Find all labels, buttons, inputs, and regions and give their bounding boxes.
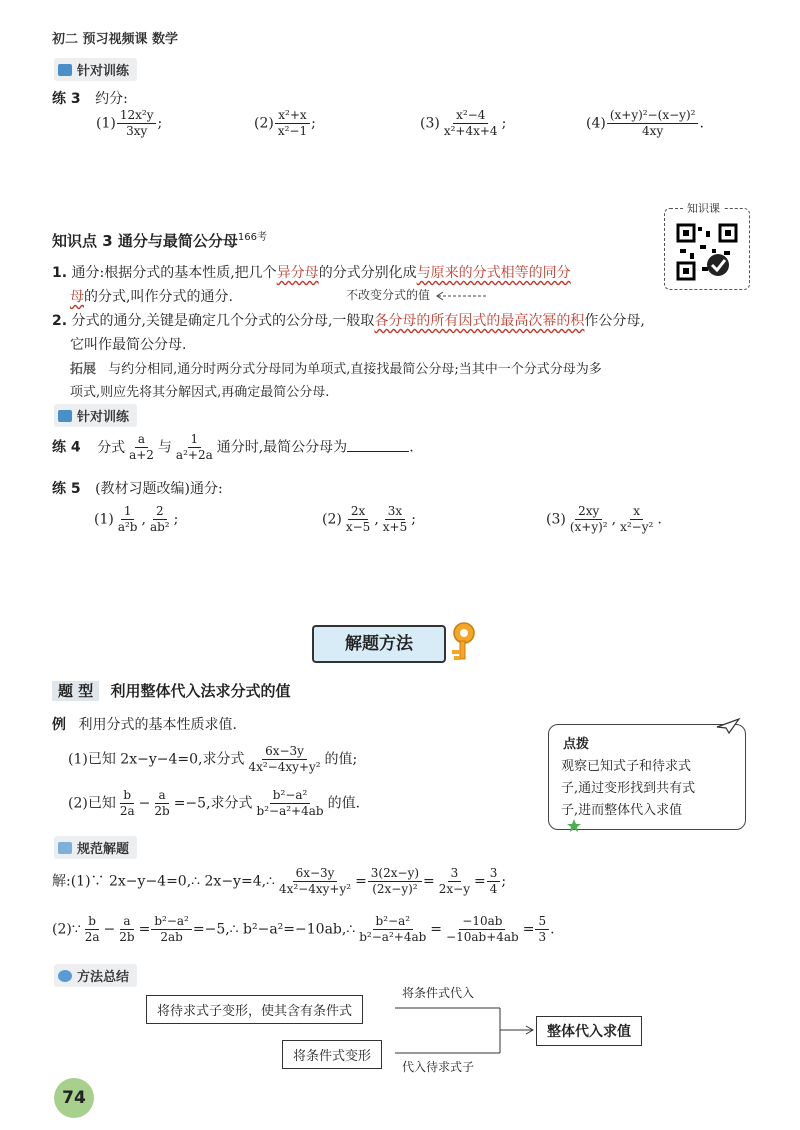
ex3-item-2 (254, 108, 316, 139)
ex3-item-4 (586, 108, 704, 139)
hint-box (548, 724, 746, 830)
point-text: 作公分母, (584, 313, 645, 329)
extension-line2: 项式,则应先将其分解因式,再确定最简公分母. (70, 385, 330, 400)
exercise-3-task: 约分: (95, 91, 128, 107)
denominator: 2a (119, 804, 135, 818)
solution-text: 解:(1)∵ 2x−y−4=0,∴ 2x−y=4,∴ (52, 873, 275, 890)
item-no: (2) (254, 115, 274, 132)
pencil-icon (58, 842, 72, 854)
numerator: x²+x (275, 108, 309, 124)
numerator: 2 (153, 504, 167, 520)
kp3-title-text: 知识点 3 通分与最简公分母 (52, 232, 238, 250)
kp3-point-2-line1 (52, 310, 645, 330)
ex3-item-3 (420, 108, 506, 139)
arrow-left-icon (434, 291, 488, 301)
numerator: a (155, 788, 168, 804)
highlight-text: 与原来的分式相等的同分 (416, 265, 571, 281)
flow-label-substitute: 将条件式代入 (402, 986, 475, 1000)
paper-plane-icon (715, 717, 741, 735)
point-text: 的分式,叫作分式的通分. (84, 289, 233, 305)
denominator: (2x−y)² (372, 882, 418, 896)
numerator: 2xy (575, 504, 602, 520)
highlight-text: 母 (70, 289, 84, 305)
method-banner (312, 625, 446, 663)
numerator: −10ab (459, 914, 505, 930)
example-text: 利用分式的基本性质求值. (78, 717, 237, 733)
solution-text: − (103, 921, 116, 938)
item-no: (1) (96, 115, 116, 132)
problem-type-label: 题 型 (52, 681, 99, 701)
ex5-item-2: (2) $\frac{2x}{x-5}$ , $\frac{3x}{x+5}$ ; (322, 504, 416, 534)
numerator: 12x²y (117, 108, 157, 124)
exercise-5 (52, 478, 223, 498)
flow-result: 整体代入求值 (536, 1016, 642, 1046)
numerator: b²−a² (373, 914, 414, 930)
practice-tag-2 (54, 404, 137, 427)
problem-type (52, 680, 290, 701)
hint-line: 子,通过变形找到共有式 (561, 781, 696, 796)
solution-text: (2)∵ (52, 921, 81, 938)
extension-label: 拓展 (70, 362, 97, 377)
ex5-item-3: (3) $\frac{2xy}{\text{(x+y)²}}$ , $\frac{x}{\text{x²−y²}}$ . (546, 504, 662, 534)
denominator: x²−y² (620, 520, 654, 534)
item-no: (3) (546, 511, 566, 528)
denominator: x²−1 (277, 124, 308, 138)
denominator: x−5 (345, 520, 371, 534)
kp3-point-1-line2 (70, 286, 233, 306)
highlight-text: 异分母 (276, 265, 319, 281)
hint-title: 点拨 (563, 737, 590, 752)
denominator: 3xy (126, 124, 148, 138)
numerator: 5 (535, 914, 549, 930)
exercise-5-task: (教材习题改编)通分: (95, 481, 223, 497)
point-number: 1. (52, 265, 68, 281)
item-end: ; (157, 115, 163, 132)
answer-blank[interactable] (347, 437, 409, 452)
solution-1 (52, 866, 506, 897)
item-no: (1) (94, 511, 114, 528)
numerator: a (135, 432, 148, 448)
summary-tag-label: 方法总结 (77, 970, 130, 985)
item-no: (3) (420, 115, 440, 132)
denominator: (x+y)² (569, 520, 608, 534)
item-end: ; (173, 511, 179, 528)
flow-step-transform-condition: 将条件式变形 (282, 1040, 382, 1069)
solution-text: = (522, 921, 535, 938)
numerator: 1 (121, 504, 135, 520)
numerator: 6x−3y (262, 744, 307, 760)
solution-2 (52, 914, 555, 945)
denominator: x²+4x+4 (443, 124, 498, 138)
q-text: (1)已知 2x−y−4=0,求分式 (68, 751, 245, 768)
item-end: ; (311, 115, 316, 132)
numerator: 3(2x−y) (368, 866, 422, 882)
denominator: b²−a²+4ab (256, 804, 324, 818)
denominator: −10ab+4ab (446, 930, 519, 944)
numerator: 3 (448, 866, 462, 882)
example-q2 (68, 788, 360, 819)
example-intro (52, 714, 237, 734)
denominator: b²−a²+4ab (359, 930, 427, 944)
item-end: ; (411, 511, 416, 528)
exercise-3-name: 练 3 (52, 91, 81, 107)
q-text: − (138, 795, 151, 812)
example-q1 (68, 744, 357, 775)
denominator: a²+2a (175, 448, 213, 462)
denominator: 2a (84, 930, 100, 944)
highlight-text: 各分母的所有因式的最高次幂的积 (374, 313, 585, 329)
item-no: (4) (586, 115, 606, 132)
q-text: =−5,求分式 (173, 795, 253, 812)
exercise-text: . (409, 439, 414, 456)
numerator: 6x−3y (293, 866, 338, 882)
practice-tag (54, 58, 137, 81)
numerator: b (120, 788, 134, 804)
q-text: 的值; (324, 751, 358, 768)
q-text: 的值. (327, 795, 361, 812)
exercise-text: 与 (157, 439, 172, 456)
star-icon (567, 819, 581, 833)
point-number: 2. (52, 313, 68, 329)
method-banner-text: 解题方法 (345, 634, 413, 654)
solution-tag (54, 836, 137, 859)
example-label: 例 (52, 717, 66, 733)
numerator: a (120, 914, 133, 930)
exercise-text: 通分时,最简公分母为 (216, 439, 348, 456)
qr-label: 知识课 (683, 200, 724, 216)
person-icon (58, 970, 72, 982)
denominator: 2b (154, 804, 170, 818)
hint-line: 子,进而整体代入求值 (561, 803, 683, 818)
note-text: 不改变分式的值 (346, 288, 431, 302)
denominator: ab² (149, 520, 170, 534)
kp3-point-2-line2: 它叫作最简公分母. (70, 337, 187, 353)
denominator: 4x²−4xy+y² (248, 760, 321, 774)
denominator: x+5 (382, 520, 408, 534)
denominator: 4xy (642, 124, 664, 138)
problem-type-title: 利用整体代入法求分式的值 (110, 682, 291, 700)
numerator: 1 (188, 432, 202, 448)
kp3-title (52, 228, 267, 251)
practice-tag-label: 针对训练 (77, 64, 130, 79)
numerator: 3x (385, 504, 405, 520)
denominator: 2ab (160, 930, 183, 944)
solution-text: = (474, 873, 486, 890)
hand-icon (58, 410, 72, 422)
exercise-text: 分式 (97, 439, 126, 456)
denominator: 2x−y (438, 882, 471, 896)
solution-text: = (423, 873, 435, 890)
item-end: ; (501, 115, 507, 132)
solution-text: = (355, 873, 367, 890)
extension-line1 (70, 358, 602, 377)
point-text: 的分式分别化成 (318, 265, 417, 281)
extension-text: 与约分相同,通分时两分式分母同为单项式,直接找最简公分母;当其中一个分式分母为多 (108, 362, 602, 377)
page-number: 74 (54, 1078, 94, 1118)
solution-text: ; (501, 873, 507, 890)
ex3-item-1 (96, 108, 162, 139)
numerator: b²−a² (270, 788, 311, 804)
numerator: b (85, 914, 99, 930)
denominator: 4x²−4xy+y² (278, 882, 352, 896)
denominator: a²b (117, 520, 138, 534)
kp3-ref: 166考 (237, 232, 267, 243)
item-no: (2) (322, 511, 342, 528)
flow-step-transform-target: 将待求式子变形，使其含有条件式 (146, 995, 363, 1024)
item-end: . (657, 511, 662, 528)
kp3-point-1-line1 (52, 262, 571, 282)
exercise-3 (52, 88, 128, 108)
key-icon (442, 620, 478, 664)
solution-text: = (430, 921, 443, 938)
solution-text: . (550, 921, 555, 938)
item-end: . (699, 115, 704, 132)
qr-code-icon (676, 223, 738, 281)
solution-text: =−5,∴ b²−a²=−10ab,∴ (192, 921, 356, 938)
numerator: 3 (487, 866, 501, 882)
numerator: x²−4 (453, 108, 488, 124)
denominator: 4 (489, 882, 498, 896)
numerator: 2x (348, 504, 368, 520)
exercise-4-name: 练 4 (52, 439, 81, 456)
numerator: x (630, 504, 643, 520)
hint-line: 观察已知式子和待求式 (561, 759, 692, 774)
exercise-5-name: 练 5 (52, 481, 81, 497)
flow-label-plug-in: 代入待求式子 (402, 1060, 475, 1074)
denominator: 3 (538, 930, 547, 944)
practice-tag-label: 针对训练 (77, 410, 130, 425)
point-text: 通分:根据分式的基本性质,把几个 (71, 265, 277, 281)
solution-text: = (138, 921, 151, 938)
numerator: (x+y)²−(x−y)² (607, 108, 699, 124)
hand-icon (58, 64, 72, 76)
solution-tag-label: 规范解题 (77, 842, 130, 857)
denominator: 2b (119, 930, 135, 944)
numerator: b²−a² (151, 914, 192, 930)
handwritten-note (346, 286, 488, 303)
summary-tag (54, 964, 137, 987)
denominator: a+2 (129, 448, 154, 462)
q-text: (2)已知 (68, 795, 116, 812)
ex5-item-1: (1) $\frac{1}{\text{a²b}}$ , $\frac{2}{\text{ab²}}$ ; (94, 504, 179, 534)
qr-card[interactable] (664, 202, 750, 290)
point-text: 分式的通分,关键是确定几个分式的公分母,一般取 (71, 313, 375, 329)
running-header: 初二 预习视频课 数学 (52, 32, 179, 47)
exercise-4 (52, 432, 414, 463)
